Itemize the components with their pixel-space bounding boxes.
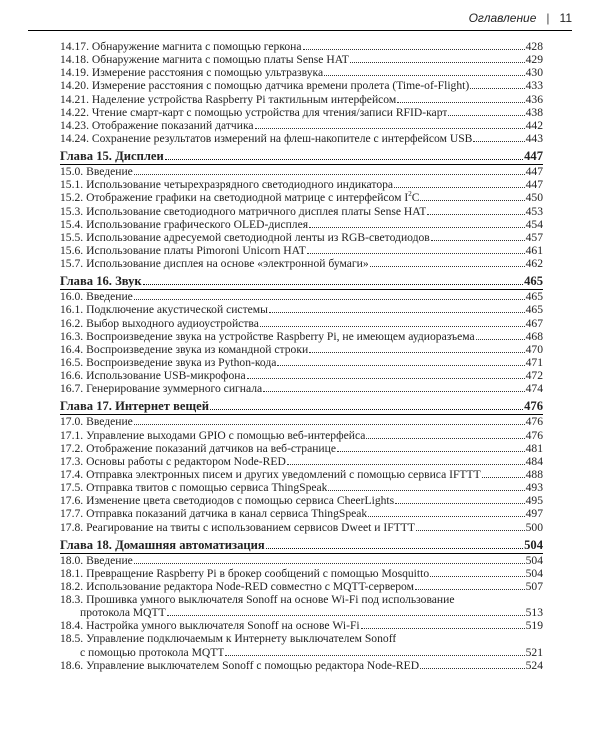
toc-entry[interactable] [60,356,543,369]
dot-leader [309,227,525,228]
chapter-title: Глава 17. Интернет вещей [60,399,209,414]
entry-title-text: 18.2. Использование редактора Node-RED совместно с MQTT-сервером [60,579,414,593]
entry-page: 468 [525,329,543,343]
header-title: Оглавление [468,11,537,25]
dot-leader [134,174,525,175]
entry-title [60,554,133,567]
toc-entry[interactable] [60,494,543,507]
entry-page: 513 [525,606,543,620]
chapter-page: 504 [524,537,543,552]
header-rule [28,30,572,31]
dot-leader [430,576,524,577]
toc-entry[interactable] [60,317,543,330]
dot-leader [225,655,524,656]
dot-leader [476,339,525,340]
dot-leader [337,451,525,452]
toc-entry[interactable] [60,93,543,106]
header-separator: | [546,11,550,25]
entry-superscript: 2 [408,191,412,199]
dot-leader [134,424,525,425]
chapter-heading[interactable] [60,274,543,289]
dot-leader [134,563,525,564]
entry-title [60,119,254,132]
chapter-page: 447 [524,149,543,164]
toc-entry[interactable] [60,53,543,66]
dot-leader [420,668,525,669]
entry-title [60,132,472,145]
entry-page: 429 [525,53,543,67]
toc-entry[interactable] [60,659,543,672]
entry-title [60,507,367,520]
entry-title [60,303,268,316]
chapter-heading[interactable] [60,399,543,414]
entry-title-text: 15.0. Введение [60,165,133,179]
entry-title [60,53,349,66]
toc-entry-continuation[interactable] [60,606,543,619]
dot-leader [210,409,523,410]
entry-page: 504 [525,553,543,567]
entry-page: 504 [525,566,543,580]
entry-title: 18.5. Управление подключаемым к Интернету выключателем Sonoff [60,632,397,646]
entry-title [60,415,133,428]
dot-leader [394,187,525,188]
dot-leader [303,49,525,50]
dot-leader [420,200,524,201]
entry-page: 465 [525,290,543,304]
entry-page: 521 [525,645,543,659]
dot-leader [247,378,525,379]
toc-entry[interactable] [60,442,543,455]
dot-leader [366,438,524,439]
dot-leader [431,240,525,241]
entry-title [60,106,447,119]
toc-entry[interactable] [60,343,543,356]
entry-title-text: 14.17. Обнаружение магнита с помощью геркона [60,40,302,53]
toc-entry[interactable] [60,132,543,145]
toc-entry[interactable] [60,191,543,204]
entry-title-tail: C [411,191,420,205]
entry-page: 470 [525,342,543,356]
entry-title [60,494,394,507]
entry-title [60,442,336,455]
entry-page: 500 [525,520,543,534]
entry-page: 472 [525,369,543,383]
entry-title-text: 17.6. Изменение цвета светодиодов с помощью сервиса CheerLights [60,494,395,508]
dot-leader [473,141,524,142]
entry-title [60,619,360,632]
dot-leader [277,365,524,366]
dot-leader [328,490,524,491]
toc-entry[interactable] [60,79,543,92]
entry-title [60,244,306,257]
entry-title [60,317,259,330]
entry-page: 447 [525,165,543,179]
dot-leader [167,615,525,616]
chapter-heading[interactable] [60,538,543,553]
chapter-title: Глава 15. Дисплеи [60,149,164,164]
toc-entry[interactable] [60,205,543,218]
toc-entry[interactable] [60,257,543,270]
entry-title [60,290,133,303]
entry-page: 438 [525,105,543,119]
toc-entry[interactable] [60,567,543,580]
entry-title-text: 15.7. Использование дисплея на основе «электронной бумаги» [60,257,369,271]
toc-entry[interactable] [60,481,543,494]
dot-leader [370,266,525,267]
entry-title [60,468,481,481]
toc-entry[interactable] [60,165,543,178]
toc-entry[interactable] [60,429,543,442]
entry-title [60,580,414,593]
dot-leader [397,102,524,103]
entry-title-text: 18.1. Превращение Raspberry Pi в брокер сообщений с помощью Mosquitto [60,566,430,580]
entry-title-continuation: с помощью протокола MQTT [80,645,225,659]
entry-page: 442 [525,118,543,132]
toc-entry[interactable] [60,244,543,257]
chapter-title: Глава 18. Домашняя автоматизация [60,537,265,552]
entry-title [60,218,308,231]
entry-title [60,66,323,79]
entry-title-text: 17.2. Отображение показаний датчиков на веб-странице [60,441,336,455]
entry-page: 476 [525,415,543,429]
entry-page: 519 [525,619,543,633]
entry-title [60,659,419,672]
dot-leader [307,253,525,254]
toc-entry[interactable] [60,632,543,645]
entry-title-text: 17.7. Отправка показаний датчика в канал сервиса ThingSpeak [60,507,368,521]
entry-title-text: 15.3. Использование светодиодного матричного дисплея платы Sense HAT [60,204,427,218]
toc-entry[interactable] [60,521,543,534]
entry-title-text: 16.1. Подключение акустической системы [60,303,268,317]
entry-title-text: 18.4. Настройка умного выключателя Sonoff на основе Wi-Fi [60,619,360,633]
entry-title-text: 14.19. Измерение расстояния с помощью ультразвука [60,66,324,80]
entry-title [60,165,133,178]
toc-entry[interactable] [60,218,543,231]
entry-title [60,343,308,356]
entry-title-text: 14.24. Сохранение результатов измерений на флеш-накопителе с интерфейсом USB [60,131,473,145]
entry-title [60,191,419,204]
entry-title-text: 17.8. Реагирование на твиты с использованием сервисов Dweet и IFTTT [60,520,415,534]
entry-page: 447 [525,178,543,192]
toc-entry[interactable] [60,290,543,303]
toc-entry[interactable] [60,554,543,567]
entry-title [60,79,469,92]
entry-title [60,369,246,382]
entry-page: 462 [525,257,543,271]
toc-entry[interactable] [60,507,543,520]
dot-leader [287,464,525,465]
dot-leader [324,75,525,76]
entry-page: 443 [525,131,543,145]
entry-title-text: 14.23. Отображение показаний датчика [60,118,254,132]
entry-title [60,330,475,343]
toc-entry-continuation[interactable] [60,646,543,659]
entry-page: 474 [525,382,543,396]
entry-page: 495 [525,494,543,508]
entry-title-text: 14.22. Чтение смарт-карт с помощью устройства для чтения/записи RFID-карт [60,105,448,119]
table-of-contents [60,40,543,672]
page-header [469,10,572,26]
entry-page: 428 [525,40,543,53]
toc-entry[interactable] [60,382,543,395]
entry-title-continuation: протокола MQTT [80,606,166,620]
entry-title-text: 17.1. Управление выходами GPIO с помощью веб-интерфейса [60,428,366,442]
entry-page: 493 [525,481,543,495]
dot-leader [415,589,525,590]
entry-title: 18.3. Прошивка умного выключателя Sonoff на основе Wi-Fi под использование [60,593,455,607]
entry-page: 457 [525,230,543,244]
entry-title-text: 16.3. Воспроизведение звука на устройстве Raspberry Pi, не имеющем аудиоразъема [60,329,475,343]
chapter-title: Глава 16. Звук [60,274,142,289]
chapter-page: 476 [524,399,543,414]
entry-title [60,93,396,106]
entry-title-text: 15.4. Использование графического OLED-дисплея [60,217,309,231]
entry-title [60,567,429,580]
entry-title-text: 18.0. Введение [60,553,133,567]
dot-leader [255,128,525,129]
toc-entry[interactable] [60,303,543,316]
chapter-heading[interactable] [60,149,543,164]
entry-title-text: 15.5. Использование адресуемой светодиодной ленты из RGB-светодиодов [60,230,430,244]
dot-leader [143,284,523,285]
entry-page: 488 [525,467,543,481]
entry-title-text: 14.20. Измерение расстояния с помощью датчика времени пролета (Time-of-Flight) [60,79,470,93]
entry-page: 453 [525,204,543,218]
dot-leader [361,628,525,629]
entry-title-text: 14.21. Наделение устройства Raspberry Pi тактильным интерфейсом [60,92,397,106]
entry-title-text: 16.7. Генерирование зуммерного сигнала [60,382,263,396]
entry-title-text: 14.18. Обнаружение магнита с помощью платы Sense HAT [60,53,349,67]
entry-title [60,382,262,395]
entry-title [60,521,415,534]
toc-entry[interactable] [60,468,543,481]
entry-title [60,356,276,369]
entry-title-text: 16.2. Выбор выходного аудиоустройства [60,316,259,330]
entry-title-text: 17.3. Основы работы с редактором Node-RED [60,454,286,468]
dot-leader [309,352,524,353]
toc-entry[interactable] [60,415,543,428]
entry-title [60,257,369,270]
entry-title-text: 18.6. Управление выключателем Sonoff с помощью редактора Node-RED [60,658,420,672]
entry-title-text: 17.5. Отправка твитов с помощью сервиса ThingSpeak [60,481,328,495]
entry-title [60,178,393,191]
entry-page: 484 [525,454,543,468]
toc-entry[interactable] [60,40,543,53]
entry-page: 465 [525,303,543,317]
entry-title [60,205,426,218]
entry-title-text: 15.2. Отображение графики на светодиодной матрице с интерфейсом I [60,191,409,205]
entry-title [60,455,286,468]
entry-title [60,429,365,442]
entry-page: 476 [525,428,543,442]
entry-page: 433 [525,79,543,93]
dot-leader [260,326,525,327]
entry-title-text: 17.4. Отправка электронных писем и других уведомлений с помощью сервиса IFTTT [60,467,481,481]
toc-entry[interactable] [60,231,543,244]
entry-page: 430 [525,66,543,80]
entry-title-text: 16.4. Воспроизведение звука из командной строки [60,342,309,356]
dot-leader [416,530,525,531]
entry-page: 461 [525,243,543,257]
entry-title-text: 16.0. Введение [60,290,133,304]
entry-page: 436 [525,92,543,106]
entry-title [60,40,302,53]
entry-page: 454 [525,217,543,231]
toc-entry[interactable] [60,330,543,343]
dot-leader [470,88,524,89]
entry-title [60,231,430,244]
entry-title-text: 16.5. Воспроизведение звука из Python-кода [60,355,277,369]
toc-entry[interactable] [60,580,543,593]
dot-leader [134,299,525,300]
entry-title-text: 15.6. Использование платы Pimoroni Unicorn HAT [60,243,306,257]
toc-entry[interactable] [60,178,543,191]
toc-entry[interactable] [60,119,543,132]
entry-page: 497 [525,507,543,521]
toc-entry[interactable] [60,66,543,79]
dot-leader [448,115,524,116]
entry-title-text: 17.0. Введение [60,415,133,429]
chapter-page: 465 [524,274,543,289]
toc-entry[interactable] [60,106,543,119]
dot-leader [165,159,523,160]
dot-leader [427,214,524,215]
entry-title-text: 15.1. Использование четырехразрядного светодиодного индикатора [60,178,394,192]
dot-leader [263,391,524,392]
entry-page: 467 [525,316,543,330]
toc-entry[interactable] [60,455,543,468]
entry-page: 507 [525,579,543,593]
entry-page: 524 [525,658,543,672]
dot-leader [350,62,525,63]
toc-entry[interactable] [60,369,543,382]
dot-leader [368,516,524,517]
dot-leader [269,312,525,313]
entry-page: 471 [525,355,543,369]
entry-page: 481 [525,441,543,455]
dot-leader [482,477,525,478]
header-page-number: 11 [559,11,572,25]
entry-title-text: 16.6. Использование USB-микрофона [60,369,246,383]
toc-entry[interactable] [60,593,543,606]
dot-leader [266,548,523,549]
entry-page: 450 [525,191,543,205]
dot-leader [395,503,524,504]
entry-title [60,481,327,494]
toc-entry[interactable] [60,619,543,632]
